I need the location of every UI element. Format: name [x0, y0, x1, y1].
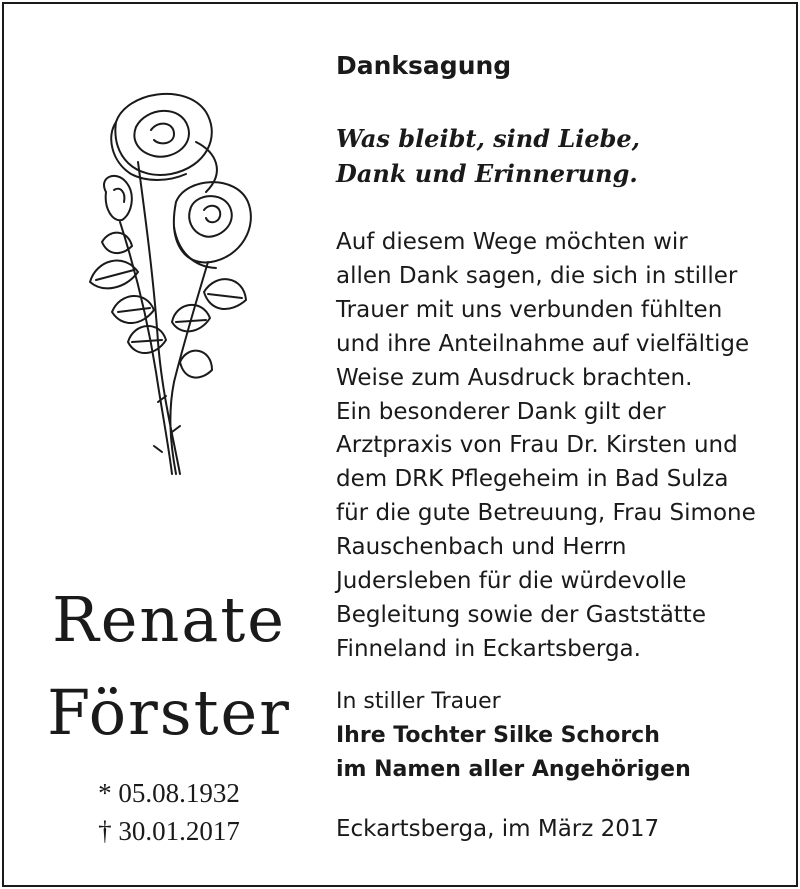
motto: [336, 121, 640, 191]
last-name: Förster: [47, 676, 291, 749]
motto-line: Was bleibt, sind Liebe,: [336, 124, 641, 153]
body-line: Finneland in Eckartsberga.: [336, 635, 641, 662]
body-line: Weise zum Ausdruck brachten.: [336, 364, 693, 391]
body-line: Arztpraxis von Frau Dr. Kirsten und: [336, 432, 738, 459]
signature-intro: In stiller Trauer: [336, 689, 501, 714]
body-line: dem DRK Pflegeheim in Bad Sulza: [336, 466, 729, 493]
rose-illustration: [76, 82, 260, 482]
motto-line: Dank und Erinnerung.: [336, 159, 638, 188]
body-line: Trauer mit uns verbunden fühlten: [336, 296, 723, 323]
signature-line: im Namen aller Angehörigen: [336, 757, 691, 782]
body-line: allen Dank sagen, die sich in stiller: [336, 262, 738, 289]
obituary-card: [2, 2, 798, 887]
signature-line: Ihre Tochter Silke Schorch: [336, 723, 660, 748]
birth-date: * 05.08.1932: [98, 778, 240, 808]
body-line: Judersleben für die würdevolle: [336, 568, 687, 595]
body-line: und ihre Anteilnahme auf vielfältige: [336, 330, 750, 357]
body-line: Ein besonderer Dank gilt der: [336, 398, 666, 425]
body-line: Auf diesem Wege möchten wir: [336, 229, 688, 255]
right-column: [336, 4, 786, 885]
body-line: für die gute Betreuung, Frau Simone: [336, 500, 756, 527]
body-line: Begleitung sowie der Gaststätte: [336, 601, 706, 628]
first-name: Renate: [52, 583, 286, 656]
heading: Danksagung: [336, 51, 512, 80]
place-date: Eckartsberga, im März 2017: [336, 816, 660, 842]
death-date: † 30.01.2017: [98, 816, 240, 846]
body-text: [336, 226, 786, 667]
body-line: Rauschenbach und Herrn: [336, 534, 627, 561]
left-column: [4, 4, 334, 885]
